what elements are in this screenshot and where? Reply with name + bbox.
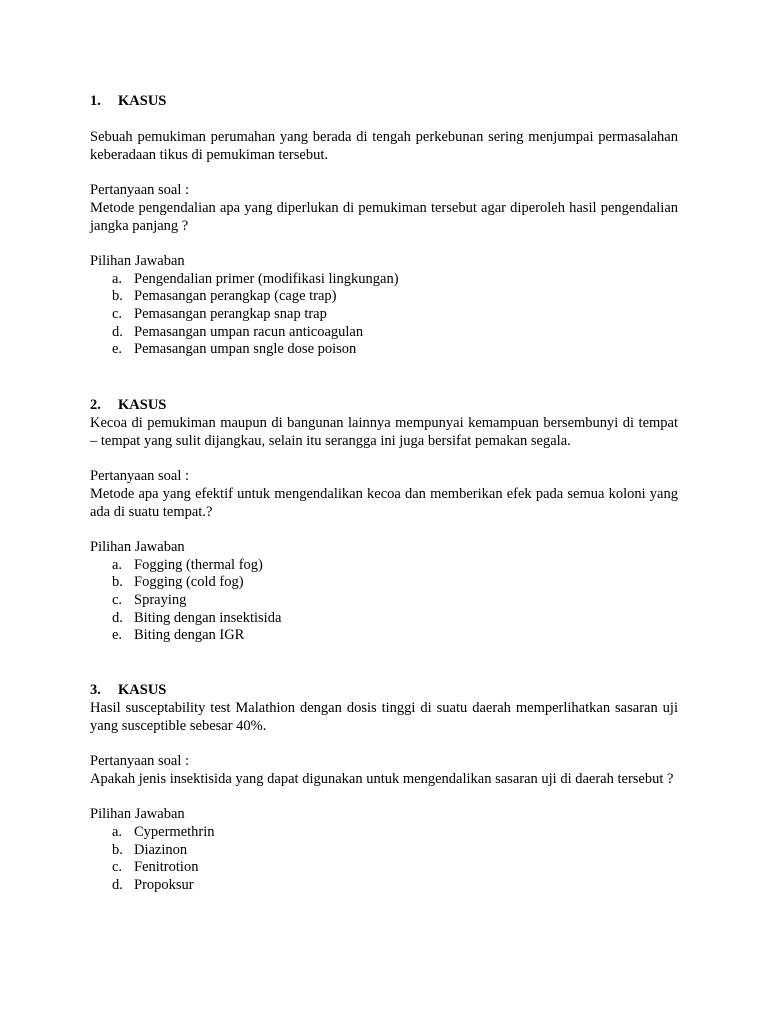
choices-list [90, 557, 678, 645]
choice-text: Propoksur [134, 876, 194, 893]
choice-text: Fogging (cold fog) [134, 574, 244, 591]
choice-text: Pemasangan umpan sngle dose poison [134, 341, 357, 358]
choice-item [90, 592, 678, 610]
choice-text: Biting dengan insektisida [134, 609, 282, 626]
choice-text: Biting dengan IGR [134, 627, 245, 644]
case-title: KASUS [118, 397, 167, 413]
case-number: 1. [90, 93, 101, 109]
case-3 [90, 682, 678, 895]
choice-letter: c. [112, 305, 123, 322]
question-label: Pertanyaan soal : [90, 468, 190, 485]
question-label: Pertanyaan soal : [90, 753, 190, 770]
question-label: Pertanyaan soal : [90, 182, 190, 199]
case-description: Kecoa di pemukiman maupun di bangunan lainnya mempunyai kemampuan bersembunyi di tempat – tempat yang sulit dijangkau, selain itu serangga ini juga bersifat pemakan segala. [90, 415, 678, 449]
question-text: Apakah jenis insektisida yang dapat digunakan untuk mengendalikan sasaran uji di daerah tersebut ? [90, 770, 674, 787]
choice-text: Spraying [134, 591, 187, 608]
question-text: Metode apa yang efektif untuk mengendalikan kecoa dan memberikan efek pada semua koloni yang ada di suatu tempat.? [90, 485, 678, 520]
choice-letter: a. [112, 270, 123, 287]
case-number: 3. [90, 682, 101, 698]
choice-text: Pemasangan perangkap (cage trap) [134, 288, 337, 305]
choice-item [90, 842, 678, 860]
choice-item [90, 324, 678, 342]
choice-letter: c. [112, 591, 123, 608]
choices-label: Pilihan Jawaban [90, 538, 185, 555]
case-1 [90, 93, 678, 359]
case-heading [90, 397, 678, 415]
choice-letter: e. [112, 341, 123, 358]
choice-letter: b. [112, 288, 123, 305]
choice-letter: c. [112, 859, 123, 876]
choice-letter: d. [112, 876, 123, 893]
choice-item [90, 627, 678, 645]
case-heading [90, 93, 678, 111]
choices-list [90, 271, 678, 359]
choices-label: Pilihan Jawaban [90, 252, 185, 269]
choice-text: Diazinon [134, 841, 188, 858]
case-description: Sebuah pemukiman perumahan yang berada di tengah perkebunan sering menjumpai permasalahan keberadaan tikus di pemukiman tersebut. [90, 129, 678, 163]
choices-list [90, 824, 678, 895]
case-title: KASUS [118, 682, 167, 698]
choice-letter: e. [112, 627, 123, 644]
choice-item [90, 557, 678, 575]
choice-letter: b. [112, 841, 123, 858]
question-text: Metode pengendalian apa yang diperlukan di pemukiman tersebut agar diperoleh hasil pengendalian jangka panjang ? [90, 199, 678, 234]
choice-text: Pemasangan umpan racun anticoagulan [134, 323, 364, 340]
choice-letter: d. [112, 609, 123, 626]
choice-item [90, 341, 678, 359]
choice-text: Fogging (thermal fog) [134, 556, 263, 573]
choice-item [90, 306, 678, 324]
choice-text: Pengendalian primer (modifikasi lingkungan) [134, 270, 399, 287]
choice-item [90, 574, 678, 592]
choice-letter: a. [112, 823, 123, 840]
choices-label: Pilihan Jawaban [90, 806, 185, 823]
choice-text: Cypermethrin [134, 823, 215, 840]
choice-item [90, 859, 678, 877]
case-title: KASUS [118, 93, 167, 109]
case-description: Hasil susceptability test Malathion dengan dosis tinggi di suatu daerah memperlihatkan sasaran uji yang susceptible sebesar 40%. [90, 700, 678, 734]
choice-letter: a. [112, 556, 123, 573]
choice-text: Fenitrotion [134, 859, 199, 876]
case-heading [90, 682, 678, 700]
choice-letter: b. [112, 574, 123, 591]
case-number: 2. [90, 397, 101, 413]
choice-item [90, 877, 678, 895]
case-2 [90, 397, 678, 645]
choice-item [90, 610, 678, 628]
choice-text: Pemasangan perangkap snap trap [134, 305, 327, 322]
choice-item [90, 824, 678, 842]
choice-item [90, 271, 678, 289]
choice-item [90, 288, 678, 306]
choice-letter: d. [112, 323, 123, 340]
